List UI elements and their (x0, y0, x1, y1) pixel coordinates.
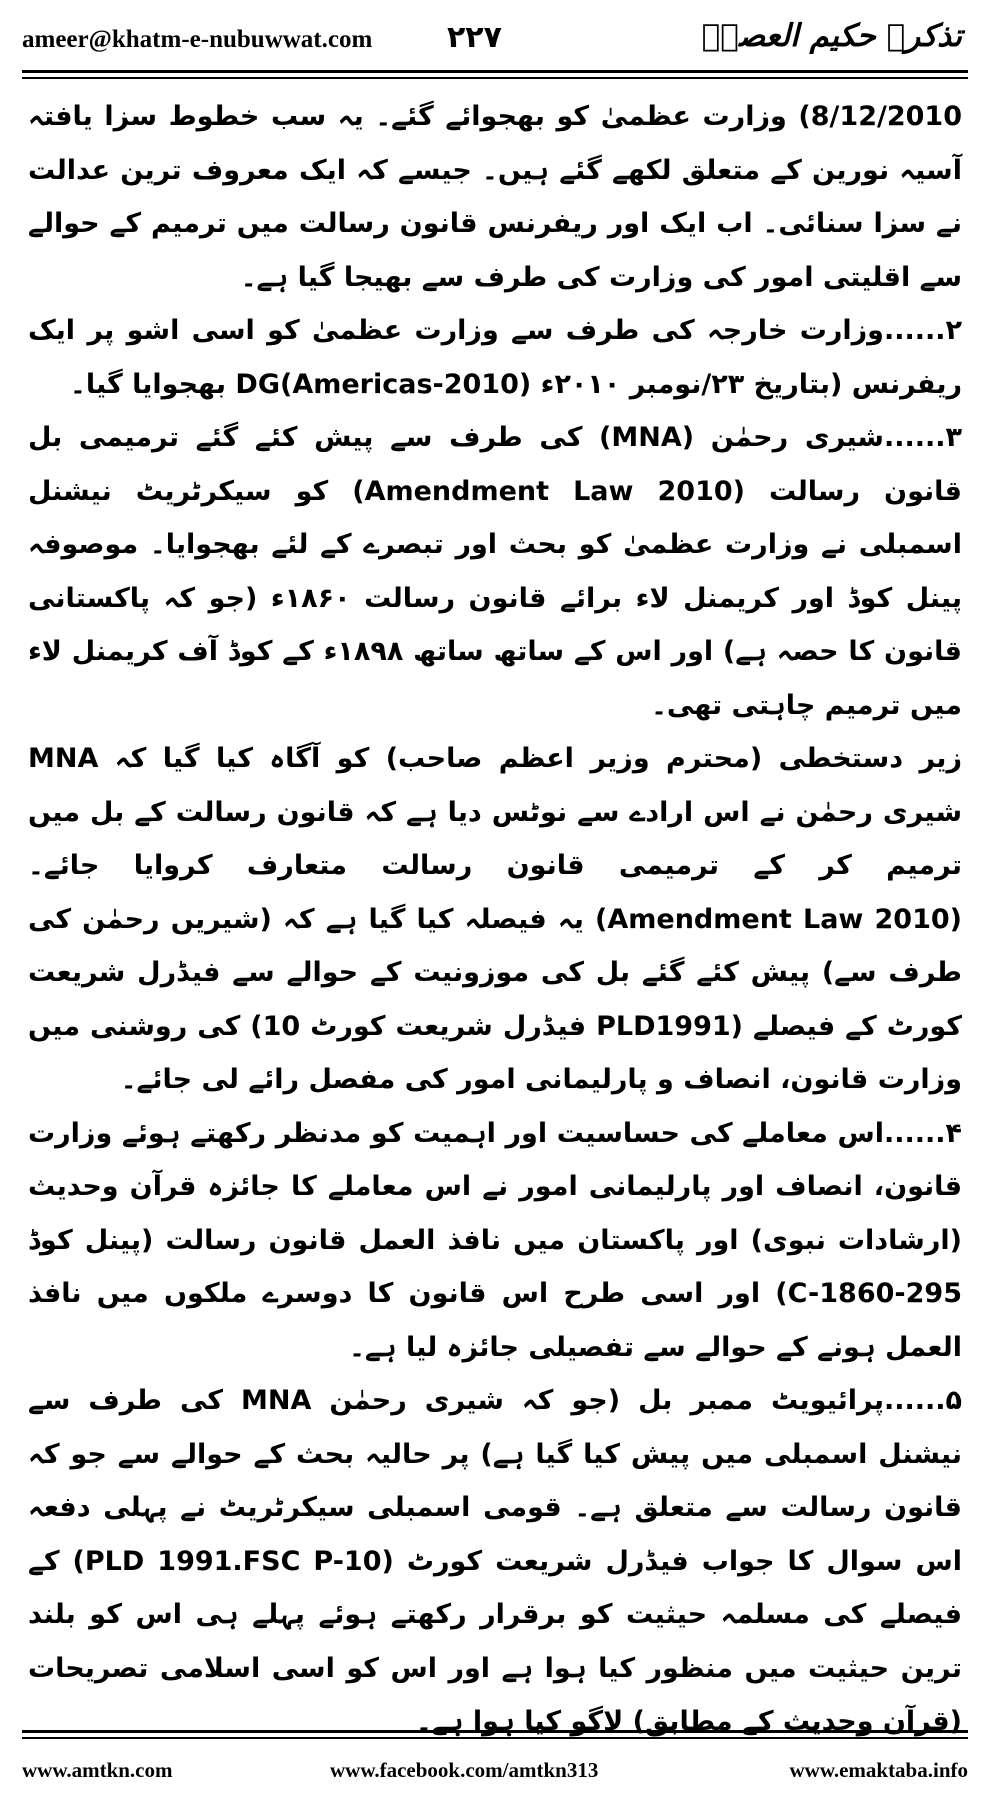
paragraph-5: ۴......اس معاملے کی حساسیت اور اہمیت کو مدنظر رکھتے ہوئے وزارت قانون، انصاف اور پارلیمانی امور نے اس معاملے کا جائزہ قرآن وحدیث (ارشادات نبوی) اور پاکستان میں نافذ العمل قانون رسالت (پینل کوڈ 295-C-1860) اور اسی طرح اس قانون کا دوسرے ملکوں میں نافذ العمل ہونے کے حوالے سے تفصیلی جائزہ لیا ہے۔ (28, 1117, 962, 1363)
paragraph-1: 8/12/2010) وزارت عظمیٰ کو بھجوائے گئے۔ یہ سب خطوط سزا یافتہ آسیہ نورین کے متعلق لکھے گئے ہیں۔ جیسے کہ ایک معروف ترین عدالت نے سزا سنائی۔ اب ایک اور ریفرنس قانون رسالت میں ترمیم کے حوالے سے اقلیتی امور کی وزارت کی طرف سے بھیجا گیا ہے۔ (28, 101, 962, 293)
page-footer (22, 1752, 968, 1792)
footer-link-amtkn[interactable]: www.amtkn.com (22, 1758, 173, 1782)
paragraph-4: زیر دستخطی (محترم وزیر اعظم صاحب) کو آگاہ کیا گیا کہ MNA شیری رحمٰن نے اس ارادے سے نوٹس دیا ہے کہ قانون رسالت کے بل میں ترمیم کر کے ترمیمی قانون رسالت متعارف کروایا جائے۔ (Amendment Law 2010) یہ فیصلہ کیا گیا ہے کہ (شیریں رحمٰن کی طرف سے) پیش کئے گئے بل کی موزونیت کے حوالے سے فیڈرل شریعت کورٹ کے فیصلے (PLD1991 فیڈرل شریعت کورٹ 10) کی روشنی میں وزارت قانون، انصاف و پارلیمانی امور کی مفصل رائے لی جائے۔ (28, 743, 963, 1095)
page-number: ۲۲۷ (447, 20, 502, 55)
page-body (28, 90, 963, 1737)
header-email[interactable]: ameer@khatm-e-nubuwwat.com (22, 26, 373, 53)
footer-divider (22, 1730, 968, 1739)
paragraph-6: ۵......پرائیویٹ ممبر بل (جو کہ شیری رحمٰن MNA کی طرف سے نیشنل اسمبلی میں پیش کیا گیا ہے) پر حالیہ بحث کے حوالے سے جو کہ قانون رسالت سے متعلق ہے۔ قومی اسمبلی سیکرٹریٹ نے پہلی دفعہ اس سوال کا جواب فیڈرل شریعت کورٹ (PLD 1991.FSC P-10) کے فیصلے کی مسلمہ حیثیت کو برقرار رکھتے ہوئے پہلے ہی اس کو بلند ترین حیثیت میں منظور کیا ہوا ہے اور اس کو اسی اسلامی تصریحات (قرآن وحدیث کے مطابق) لاگو کیا ہوا ہے۔ (28, 1385, 963, 1737)
book-title: تذکرہ حکیم العصرؒ (701, 18, 962, 54)
footer-link-facebook[interactable]: www.facebook.com/amtkn313 (330, 1758, 599, 1782)
header-divider (22, 70, 968, 79)
paragraph-3: ۳......شیری رحمٰن (MNA) کی طرف سے پیش کئے گئے ترمیمی بل قانون رسالت (Amendment Law 2010) کو سیکرٹریٹ نیشنل اسمبلی نے وزارت عظمیٰ کو بحث اور تبصرے کے لئے بھجوایا۔ موصوفہ پینل کوڈ اور کریمنل لاء برائے قانون رسالت ۱۸۶۰ء (جو کہ پاکستانی قانون کا حصہ ہے) اور اس کے ساتھ ساتھ ۱۸۹۸ء کے کوڈ آف کریمنل لاء میں ترمیم چاہتی تھی۔ (28, 422, 962, 721)
footer-link-emaktaba[interactable]: www.emaktaba.info (789, 1758, 968, 1782)
paragraph-2: ۲......وزارت خارجہ کی طرف سے وزارت عظمیٰ کو اسی اشو پر ایک ریفرنس (بتاریخ ۲۳/نومبر ۲۰۱۰ء DG(Americas-2010) بھجوایا گیا۔ (28, 315, 962, 400)
page-header (22, 10, 968, 66)
